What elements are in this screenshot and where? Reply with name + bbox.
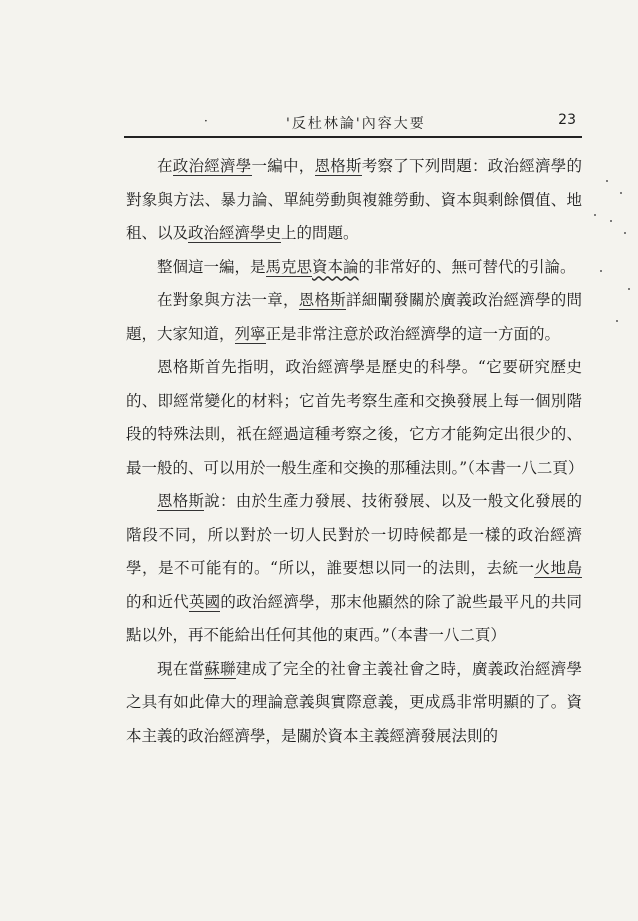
underlined-name: 列寧	[234, 324, 266, 343]
text-span: 正是非常注意於政治經濟學的這一方面的。	[265, 324, 561, 343]
text-span: 說：由於生產力發展、技術發展、以及一般文化發展的階段不同，所以對於一切人民對於一切時候都是一樣的政治經濟學，是不可能有的。“所以，誰要想以同一的法則，去統一	[126, 492, 582, 577]
text-span: 考察了下列問題：政治經濟學的對象與方法、暴力論、單純勞動與複雜勞動、資本與剩餘價值、地租、以及	[126, 157, 582, 242]
paragraph-1	[126, 150, 582, 251]
running-header	[128, 112, 580, 136]
text-span: 的政治經濟學，那末他顯然的除了說些最平凡的共同點以外，再不能給出任何其他的東西。”（本書一八二頁）	[126, 592, 582, 644]
text-span: 整個這一編，是	[157, 257, 266, 276]
underlined-name: 恩格斯	[314, 157, 362, 175]
text-span: 在	[157, 157, 173, 175]
underlined-place: 英國	[188, 592, 221, 611]
running-title: '反杜林論'內容大要	[286, 116, 426, 132]
paragraph-4: 恩格斯首先指明，政治經濟學是歷史的科學。“它要研究歷史的、即經常變化的材料；它首先考察生產和交換發展上每一個別階段的特殊法則，祇在經過這種考察之後，它方才能夠定出很少的、最一般的、可以用於一般生產和交換的那種法則。”（本書一八二頁）	[126, 358, 584, 477]
text-span: 的非常好的、無可替代的引論。	[358, 257, 576, 276]
text-span: 建成了完全的社會主義社會之時，廣義政治經濟學之具有如此偉大的理論意義與實際意義，更成爲非常明顯的了。資本主義的政治經濟學，是關於資本主義經濟發展法則的	[126, 659, 582, 745]
body-text	[126, 150, 582, 753]
text-span: 上的問題。	[281, 224, 359, 242]
text-span: 現在當	[157, 659, 205, 678]
paragraph-2	[126, 251, 582, 285]
underlined-term: 政治經濟學	[172, 157, 252, 175]
text-span: 的和近代	[126, 592, 189, 611]
paragraph-3	[126, 284, 582, 351]
underlined-place: 火地島	[534, 559, 582, 577]
header-dot: ·	[204, 114, 208, 128]
margin-specks	[580, 170, 638, 330]
text-span: 詳細闡發關於廣義政治經濟學的問題，大家知道，	[126, 291, 582, 343]
underlined-place: 蘇聯	[204, 659, 236, 678]
header-rule	[124, 136, 582, 138]
paragraph-6	[126, 653, 582, 754]
text-span: 在對象與方法一章，	[157, 291, 299, 309]
underlined-name: 恩格斯	[157, 492, 205, 510]
underlined-name: 恩格斯	[298, 291, 346, 309]
underlined-term: 政治經濟學史	[188, 224, 282, 242]
page-number: 23	[558, 112, 576, 128]
text-span: 一編中，	[251, 157, 315, 175]
paragraph-5	[126, 485, 582, 653]
underlined-name: 馬克思	[265, 257, 313, 276]
wavy-underlined-title: 資本論	[312, 257, 359, 276]
